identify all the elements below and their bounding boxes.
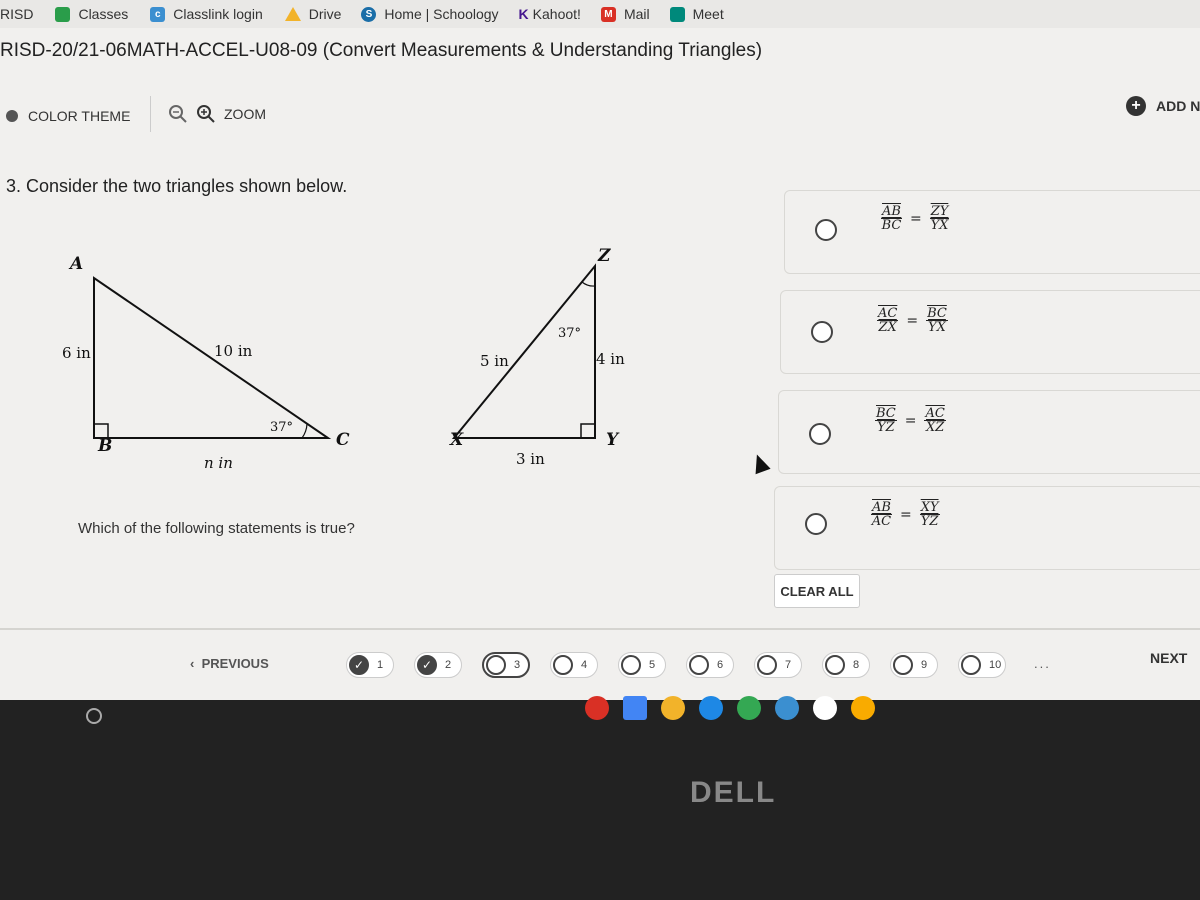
gmail-icon[interactable] <box>585 696 609 720</box>
page-number: 10 <box>989 659 1002 671</box>
vertex-x-label: X <box>450 430 464 450</box>
side-bc-label: n in <box>204 454 233 472</box>
ratio-equation <box>881 205 949 232</box>
question-text: 3. Consider the two triangles shown below. <box>6 176 348 196</box>
add-note-button[interactable] <box>1126 96 1200 116</box>
page-number: 1 <box>377 659 384 671</box>
left-denominator: YZ <box>877 420 895 435</box>
radio-button[interactable] <box>815 219 837 241</box>
right-denominator: XZ <box>926 420 945 435</box>
page-button-2[interactable] <box>414 652 462 678</box>
page-number: 4 <box>581 659 588 671</box>
bookmark-label: Classlink login <box>173 6 263 22</box>
assessment-title: RISD-20/21-06MATH-ACCEL-U08-09 (Convert Measurements & Understanding Triangles) <box>0 40 763 61</box>
bookmark-label: Meet <box>692 6 724 22</box>
page-button-7[interactable] <box>754 652 802 678</box>
classlink-icon: c <box>150 7 165 22</box>
side-zy-label: 4 in <box>596 350 625 368</box>
bookmark-meet[interactable] <box>670 6 724 22</box>
page-status-circle <box>961 655 981 675</box>
left-denominator: ZX <box>878 320 897 335</box>
pagination-ellipsis: ... <box>1034 656 1051 671</box>
shelf <box>585 696 875 720</box>
page-button-6[interactable] <box>686 652 734 678</box>
bookmark-mail[interactable] <box>601 6 650 22</box>
angle-arc-c <box>302 424 307 438</box>
docs-icon[interactable] <box>623 696 647 720</box>
right-numerator: $\overline{XY}$ <box>920 500 939 515</box>
color-theme-button[interactable] <box>6 108 130 124</box>
radio-button[interactable] <box>809 423 831 445</box>
angle-arc-z <box>582 282 595 286</box>
google-drive-icon <box>285 7 301 21</box>
page-button-8[interactable] <box>822 652 870 678</box>
color-theme-label: COLOR THEME <box>28 108 131 124</box>
page-number: 5 <box>649 659 656 671</box>
side-ac-label: 10 in <box>214 342 253 360</box>
timer-icon[interactable] <box>851 696 875 720</box>
triangle-abc <box>94 278 328 438</box>
files-icon[interactable] <box>699 696 723 720</box>
palette-icon <box>6 110 18 122</box>
page-button-3[interactable] <box>482 652 530 678</box>
bookmark-label: Kahoot! <box>532 6 581 22</box>
plus-icon: + <box>1126 96 1146 116</box>
left-numerator: $\overline{AB}$ <box>882 204 901 219</box>
vertex-a-label: A <box>70 254 84 274</box>
bookmark-classes[interactable] <box>55 6 128 22</box>
equals-sign: = <box>899 506 912 523</box>
pagination-divider <box>0 628 1200 630</box>
bookmarks-bar <box>0 0 1200 28</box>
vertex-y-label: Y <box>606 430 619 450</box>
page-number: 9 <box>921 659 928 671</box>
vertex-z-label: Z <box>598 246 611 266</box>
side-ab-label: 6 in <box>62 344 91 362</box>
toolbar <box>0 96 1200 136</box>
bookmark-label: Home | Schoology <box>384 6 499 22</box>
page-status-circle <box>486 655 506 675</box>
page-number: 7 <box>785 659 792 671</box>
equals-sign: = <box>906 312 919 329</box>
radio-button[interactable] <box>811 321 833 343</box>
page-status-circle <box>553 655 573 675</box>
question-prompt: Which of the following statements is true? <box>78 520 355 537</box>
page-status-circle <box>757 655 777 675</box>
right-numerator: $\overline{BC}$ <box>927 306 947 321</box>
left-denominator: AC <box>871 514 892 529</box>
add-note-label: ADD N <box>1156 98 1200 114</box>
right-numerator: $\overline{ZY}$ <box>930 204 949 219</box>
zoom-out-icon[interactable] <box>168 104 188 124</box>
left-numerator: $\overline{BC}$ <box>876 406 896 421</box>
answer-choice-4[interactable] <box>774 486 1200 570</box>
page-number: 6 <box>717 659 724 671</box>
dell-logo: DELL <box>690 776 777 809</box>
gmail-icon: M <box>601 7 616 22</box>
page-button-5[interactable] <box>618 652 666 678</box>
triangles-figure <box>50 240 670 480</box>
vertex-c-label: C <box>336 430 350 450</box>
bookmark-classlink[interactable] <box>150 6 262 22</box>
left-numerator: $\overline{AC}$ <box>878 306 898 321</box>
chevron-left-icon: ‹ <box>190 656 202 671</box>
page-status-circle <box>893 655 913 675</box>
previous-label: PREVIOUS <box>201 656 269 671</box>
bookmark-label: RISD <box>0 6 34 22</box>
ratio-equation <box>877 307 948 334</box>
chrome-icon[interactable] <box>661 696 685 720</box>
page-number: 2 <box>445 659 452 671</box>
checkmark-icon: ✓ <box>349 655 369 675</box>
right-denominator: YX <box>930 218 949 233</box>
ratio-equation <box>875 407 946 434</box>
vertex-b-label: B <box>98 436 113 456</box>
left-numerator: $\overline{AB}$ <box>872 500 891 515</box>
previous-button[interactable] <box>190 656 269 671</box>
screenshot-icon[interactable] <box>813 696 837 720</box>
side-xz-label: 5 in <box>480 352 509 370</box>
kahoot-icon: K <box>518 6 529 22</box>
zoom-label: ZOOM <box>224 106 266 122</box>
bookmark-label: Drive <box>308 6 342 22</box>
angle-z-label: 37° <box>558 326 582 341</box>
left-denominator: BC <box>881 218 902 233</box>
page-button-10[interactable] <box>958 652 1006 678</box>
bookmark-schoology[interactable] <box>361 6 498 22</box>
equals-sign: = <box>904 412 917 429</box>
ratio-equation <box>871 501 940 528</box>
page-button-1[interactable] <box>346 652 394 678</box>
bookmark-label: Mail <box>623 6 650 22</box>
page-number: 8 <box>853 659 860 671</box>
play-icon[interactable] <box>775 696 799 720</box>
answer-choice-2[interactable] <box>780 290 1200 374</box>
zoom-in-icon[interactable] <box>196 104 216 124</box>
page-button-4[interactable] <box>550 652 598 678</box>
angle-c-label: 37° <box>270 420 294 435</box>
radio-button[interactable] <box>805 513 827 535</box>
toolbar-divider <box>150 96 151 132</box>
page-status-circle <box>825 655 845 675</box>
page-status-circle <box>689 655 709 675</box>
clear-all-button[interactable]: CLEAR ALL <box>774 574 860 608</box>
checkmark-icon: ✓ <box>417 655 437 675</box>
right-numerator: $\overline{AC}$ <box>925 406 945 421</box>
answer-choice-3[interactable] <box>778 390 1200 474</box>
page-button-9[interactable] <box>890 652 938 678</box>
bookmark-label: Classes <box>78 6 129 22</box>
mouse-cursor-icon <box>749 452 770 474</box>
bookmark-kahoot[interactable] <box>519 6 581 22</box>
meet-icon <box>670 7 685 22</box>
triangles-drawing <box>50 240 670 480</box>
right-denominator: YX <box>928 320 946 335</box>
next-button[interactable]: NEXT <box>1150 650 1188 666</box>
bookmark-drive[interactable] <box>285 6 342 22</box>
launcher-icon[interactable] <box>86 708 102 724</box>
right-denominator: YZ <box>920 514 939 529</box>
google-classroom-icon <box>55 7 70 22</box>
drive-icon[interactable] <box>737 696 761 720</box>
equals-sign: = <box>909 210 922 227</box>
zoom-controls <box>168 104 266 124</box>
schoology-icon: S <box>361 7 376 22</box>
bookmark-risd[interactable] <box>0 6 33 22</box>
right-angle-mark-y <box>581 424 595 438</box>
page-number: 3 <box>514 659 521 671</box>
triangle-xyz <box>454 266 595 438</box>
page-status-circle <box>621 655 641 675</box>
answer-choice-1[interactable] <box>784 190 1200 274</box>
side-xy-label: 3 in <box>516 450 545 468</box>
laptop-bezel <box>0 700 1200 900</box>
